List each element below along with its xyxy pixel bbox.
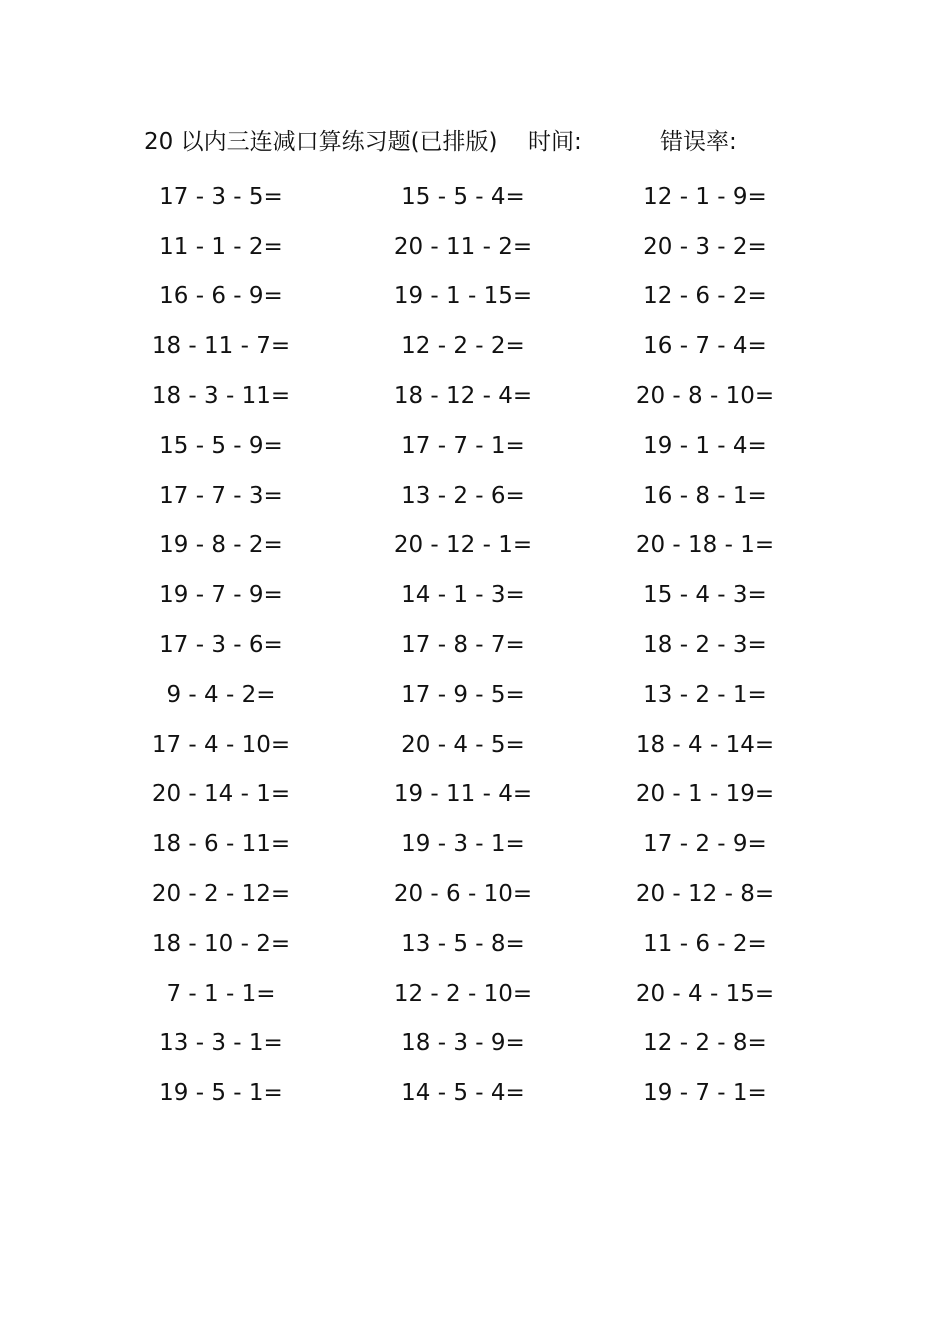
problem-item: 19 - 3 - 1= [401, 831, 525, 858]
problem-item: 17 - 7 - 3= [159, 482, 283, 509]
problem-item: 18 - 3 - 9= [401, 1030, 525, 1057]
problem-grid [100, 172, 840, 1118]
problem-item: 18 - 10 - 2= [151, 930, 291, 957]
problem-item: 15 - 5 - 4= [401, 183, 525, 210]
problem-row [100, 570, 840, 620]
problem-item: 20 - 6 - 10= [393, 881, 533, 908]
problem-item: 12 - 2 - 2= [401, 333, 525, 360]
problem-item: 19 - 1 - 15= [393, 283, 533, 310]
problem-item: 20 - 1 - 19= [635, 781, 775, 808]
problem-row [100, 1068, 840, 1118]
problem-item: 19 - 11 - 4= [393, 781, 533, 808]
problem-item: 15 - 5 - 9= [159, 432, 283, 459]
problem-item: 17 - 4 - 10= [151, 731, 291, 758]
problem-item: 20 - 12 - 1= [393, 532, 533, 559]
problem-item: 16 - 7 - 4= [643, 333, 767, 360]
problem-item: 13 - 2 - 1= [643, 681, 767, 708]
problem-item: 7 - 1 - 1= [166, 980, 276, 1007]
problem-item: 20 - 11 - 2= [393, 233, 533, 260]
problem-item: 20 - 14 - 1= [151, 781, 291, 808]
problem-row [100, 670, 840, 720]
problem-item: 15 - 4 - 3= [643, 582, 767, 609]
problem-row [100, 371, 840, 421]
problem-row [100, 471, 840, 521]
problem-item: 14 - 5 - 4= [401, 1080, 525, 1107]
problem-row [100, 521, 840, 571]
problem-item: 17 - 8 - 7= [401, 632, 525, 659]
problem-row [100, 620, 840, 670]
problem-item: 20 - 3 - 2= [643, 233, 767, 260]
problem-row [100, 969, 840, 1019]
problem-row [100, 1019, 840, 1069]
problem-item: 19 - 8 - 2= [159, 532, 283, 559]
problem-item: 16 - 8 - 1= [643, 482, 767, 509]
problem-row [100, 172, 840, 222]
problem-item: 11 - 1 - 2= [159, 233, 283, 260]
problem-row [100, 869, 840, 919]
problem-item: 13 - 2 - 6= [401, 482, 525, 509]
problem-item: 17 - 3 - 5= [159, 183, 283, 210]
problem-item: 20 - 8 - 10= [635, 383, 775, 410]
problem-item: 12 - 1 - 9= [643, 183, 767, 210]
problem-item: 20 - 4 - 5= [401, 731, 525, 758]
worksheet-title: 20 以内三连减口算练习题(已排版) [144, 129, 498, 155]
problem-row [100, 222, 840, 272]
problem-row [100, 819, 840, 869]
problem-item: 18 - 6 - 11= [151, 831, 291, 858]
problem-row [100, 919, 840, 969]
problem-item: 13 - 5 - 8= [401, 930, 525, 957]
problem-item: 17 - 3 - 6= [159, 632, 283, 659]
problem-item: 18 - 12 - 4= [393, 383, 533, 410]
problem-item: 17 - 2 - 9= [643, 831, 767, 858]
problem-item: 14 - 1 - 3= [401, 582, 525, 609]
problem-item: 19 - 1 - 4= [643, 432, 767, 459]
problem-item: 19 - 7 - 9= [159, 582, 283, 609]
problem-item: 18 - 3 - 11= [151, 383, 291, 410]
problem-item: 17 - 7 - 1= [401, 432, 525, 459]
problem-item: 9 - 4 - 2= [166, 681, 276, 708]
problem-item: 12 - 2 - 10= [393, 980, 533, 1007]
problem-item: 12 - 2 - 8= [643, 1030, 767, 1057]
problem-item: 20 - 2 - 12= [151, 881, 291, 908]
problem-item: 18 - 11 - 7= [151, 333, 291, 360]
problem-row [100, 321, 840, 371]
problem-item: 20 - 4 - 15= [635, 980, 775, 1007]
problem-item: 20 - 18 - 1= [635, 532, 775, 559]
problem-row [100, 720, 840, 770]
problem-item: 16 - 6 - 9= [159, 283, 283, 310]
problem-item: 20 - 12 - 8= [635, 881, 775, 908]
problem-item: 18 - 2 - 3= [643, 632, 767, 659]
problem-item: 19 - 5 - 1= [159, 1080, 283, 1107]
problem-item: 19 - 7 - 1= [643, 1080, 767, 1107]
problem-item: 11 - 6 - 2= [643, 930, 767, 957]
problem-row [100, 272, 840, 322]
problem-item: 18 - 4 - 14= [635, 731, 775, 758]
time-label: 时间: [528, 129, 582, 155]
problem-item: 13 - 3 - 1= [159, 1030, 283, 1057]
worksheet-header [144, 124, 824, 160]
problem-item: 12 - 6 - 2= [643, 283, 767, 310]
error-rate-label: 错误率: [660, 129, 737, 155]
problem-item: 17 - 9 - 5= [401, 681, 525, 708]
problem-row [100, 421, 840, 471]
problem-row [100, 770, 840, 820]
